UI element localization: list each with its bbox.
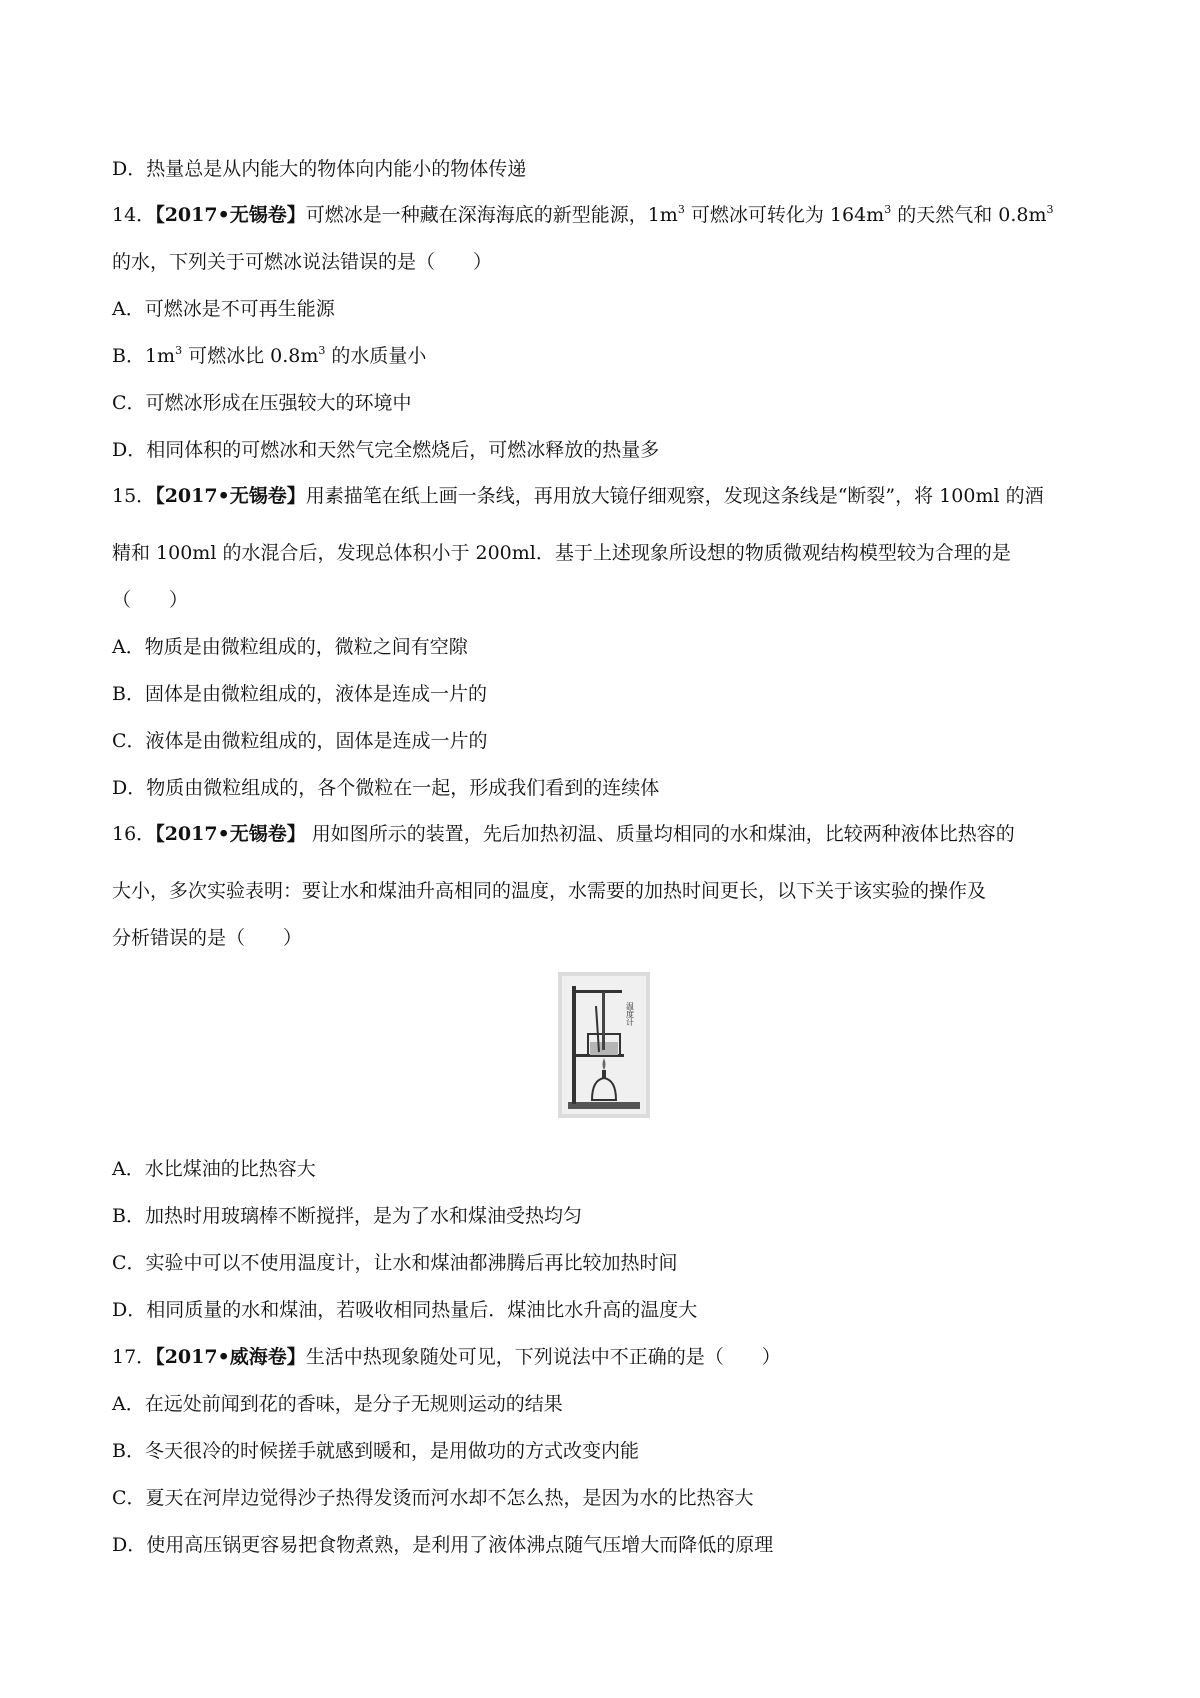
q17-option-c: C．夏天在河岸边觉得沙子热得发烫而河水却不怎么热，是因为水的比热容大 <box>112 1487 754 1509</box>
q16-option-a: A．水比煤油的比热容大 <box>112 1158 316 1180</box>
q15-option-a: A．物质是由微粒组成的，微粒之间有空隙 <box>112 636 468 658</box>
q15-source: 【2017•无锡卷】 <box>155 485 306 507</box>
q16-stem-line2: 大小，多次实验表明：要让水和煤油升高相同的温度，水需要的加热时间更长，以下关于该实验的操作及 <box>112 880 987 902</box>
heating-apparatus-figure <box>558 972 650 1118</box>
q15-option-c: C．液体是由微粒组成的，固体是连成一片的 <box>112 730 488 752</box>
q17-stem: 17．【2017•威海卷】生活中热现象随处可见，下列说法中不正确的是（ ） <box>112 1346 781 1368</box>
q16-number: 16． <box>112 823 156 845</box>
q17-option-b: B．冬天很冷的时候搓手就感到暖和，是用做功的方式改变内能 <box>112 1440 639 1462</box>
q17-source: 【2017•威海卷】 <box>155 1346 306 1368</box>
q17-number: 17． <box>112 1346 156 1368</box>
q17-option-d: D．使用高压锅更容易把食物煮熟，是利用了液体沸点随气压增大而降低的原理 <box>112 1534 774 1556</box>
q14-stem-line1: 14．【2017•无锡卷】可燃冰是一种藏在深海海底的新型能源，$1m^3$ 可燃冰可转化为 $164m^3$ 的天然气和 $0.8m^3$ <box>112 203 1054 226</box>
q15-stem-line3: （ ） <box>112 589 189 611</box>
q14-option-b: B．$1m^3$ 可燃冰比 $0.8m^3$ 的水质量小 <box>112 344 427 367</box>
q14-option-c: C．可燃冰形成在压强较大的环境中 <box>112 392 412 414</box>
q14-stem-line2: 的水，下列关于可燃冰说法错误的是（ ） <box>112 251 493 273</box>
q14-number: 14． <box>112 204 156 226</box>
q15-number: 15． <box>112 485 156 507</box>
thermometer-label: 温度计 <box>625 1002 635 1026</box>
q14-option-d: D．相同体积的可燃冰和天然气完全燃烧后，可燃冰释放的热量多 <box>112 439 660 461</box>
q15-stem-line2: 精和 100ml 的水混合后，发现总体积小于 200ml．基于上述现象所设想的物质微观结构模型较为合理的是 <box>112 542 1011 564</box>
q16-source: 【2017•无锡卷】 <box>155 823 306 845</box>
q14-source: 【2017•无锡卷】 <box>155 204 306 226</box>
q14-option-a: A．可燃冰是不可再生能源 <box>112 298 335 320</box>
q15-stem-line1: 15．【2017•无锡卷】用素描笔在纸上画一条线，再用放大镜仔细观察，发现这条线是“断裂”，将 100ml 的酒 <box>112 485 1044 507</box>
q16-option-c: C．实验中可以不使用温度计，让水和煤油都沸腾后再比较加热时间 <box>112 1252 678 1274</box>
q16-stem-line3: 分析错误的是（ ） <box>112 927 303 949</box>
q16-option-b: B．加热时用玻璃棒不断搅拌，是为了水和煤油受热均匀 <box>112 1205 582 1227</box>
q16-option-d: D．相同质量的水和煤油，若吸收相同热量后．煤油比水升高的温度大 <box>112 1299 698 1321</box>
q17-option-a: A．在远处前闻到花的香味，是分子无规则运动的结果 <box>112 1393 563 1415</box>
q13-option-d: D．热量总是从内能大的物体向内能小的物体传递 <box>112 158 527 180</box>
q16-stem-line1: 16．【2017•无锡卷】 用如图所示的装置，先后加热初温、质量均相同的水和煤油，比较两种液体比热容的 <box>112 823 1015 845</box>
q15-option-d: D．物质由微粒组成的，各个微粒在一起，形成我们看到的连续体 <box>112 777 660 799</box>
q15-option-b: B．固体是由微粒组成的，液体是连成一片的 <box>112 683 487 705</box>
